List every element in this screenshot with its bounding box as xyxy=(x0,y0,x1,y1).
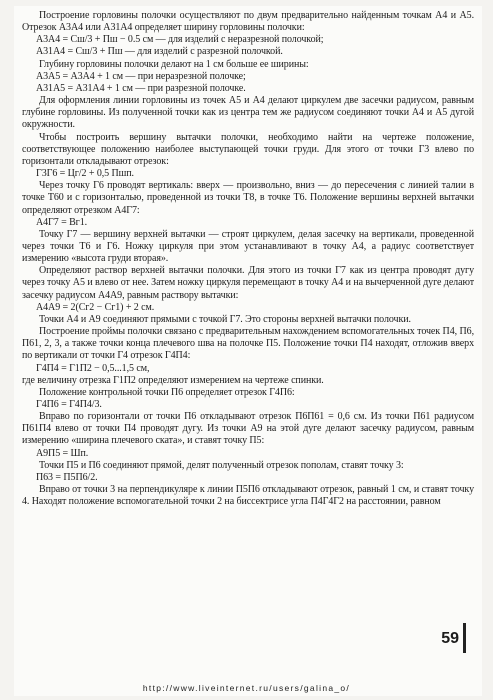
formula: П63 = П5П6/2. xyxy=(36,471,98,483)
paragraph: Глубину горловины полочки делают на 1 см больше ее ширины: xyxy=(39,58,309,70)
formula: А3А5 = А3А4 + 1 см — при неразрезной полочке; xyxy=(36,70,246,82)
formula: А31А4 = Сш/3 + Пш — для изделий с разрезной полочкой. xyxy=(36,46,283,58)
book-page xyxy=(14,6,482,696)
formula: А31А5 = А31А4 + 1 см — при разрезной полочке. xyxy=(36,82,246,94)
paragraph: Через точку Г6 проводят вертикаль: вверх — произвольно, вниз — до пересечения с линией талии в точке Т60 и с горизонталью, проведенной из точки Т8, в точке Т6. Положение вершины верхней вытачки определяют отрезком А4Г7: xyxy=(22,180,474,216)
formula: Г3Г6 = Цг/2 + 0,5 Пшп. xyxy=(36,168,134,180)
paragraph: Определяют раствор верхней вытачки полочки. Для этого из точки Г7 как из центра проводят дугу через точку А5 и влево от нее. Затем ножку циркуля перемещают в точку А4 и на вычерченной дуге делают засечку радиусом А4А9, равным раствору вытачки: xyxy=(22,265,474,301)
paragraph: Точки А4 и А9 соединяют прямыми с точкой Г7. Это стороны верхней вытачки полочки. xyxy=(39,313,411,325)
paragraph: Чтобы построить вершину вытачки полочки, необходимо найти на чертеже положение, соответствующее положению наиболее выступающей точки груди. Для этого от точки Г3 влево по горизонтали откладывают отрезок: xyxy=(22,131,474,167)
page-text xyxy=(22,10,474,508)
paragraph: Точку Г7 — вершину верхней вытачки — строят циркулем, делая засечку на вертикали, проведенной через точки Т6 и Г6. Ножку циркуля при этом устанавливают в точку А4, а радиус соответствует измерению «высота груди вторая». xyxy=(22,228,474,265)
formula: А4А9 = 2(Сг2 − Сг1) + 2 см. xyxy=(36,301,155,313)
page-number: 59 xyxy=(441,630,459,647)
paragraph: Вправо от точки 3 на перпендикуляре к линии П5П6 откладывают отрезок, равный 1 см, и ставят точку 4. Находят положение вспомогательной точки 2 на биссектрисе угла П4Г4Г2 на расстоянии, равном xyxy=(22,484,474,508)
paragraph: Построение горловины полочки осуществляют по двум предварительно найденным точкам А4 и А5. Отрезок А3А4 или А31А4 определяет ширину горловины полочки: xyxy=(22,10,474,34)
paragraph: Построение проймы полочки связано с предварительным нахождением вспомогательных точек П4, П6, П61, 2, 3, а также точки конца плечевого шва на полочке П5. Положение точки П4 находят, отложив вверх по вертикали от точки Г4 отрезок Г4П4: xyxy=(22,326,474,362)
formula: А9П5 = Шп. xyxy=(36,447,89,459)
page-number-rule xyxy=(463,623,466,653)
paragraph: Для оформления линии горловины из точек А5 и А4 делают циркулем две засечки радиусом, равным глубине горловины. Из полученной точки как из центра тем же радиусом соединяют точки А4 и А5 дугой окружности. xyxy=(22,95,474,131)
formula: А4Г7 = Вг1. xyxy=(36,216,88,228)
footer-url: http://www.liveinternet.ru/users/galina_o/ xyxy=(142,683,351,693)
paragraph: где величину отрезка Г1П2 определяют измерением на чертеже спинки. xyxy=(22,374,324,386)
paragraph: Вправо по горизонтали от точки П6 откладывают отрезок П6П61 = 0,6 см. Из точки П61 радиусом П61П4 влево от точки П4 проводят дугу. Из точки А9 на этой дуге делают засечку радиусом, равным измерению «ширина плечевого ската», и ставят точку П5: xyxy=(22,411,474,447)
paragraph: Положение контрольной точки П6 определяет отрезок Г4П6: xyxy=(39,386,295,398)
formula: Г4П4 = Г1П2 − 0,5...1,5 см, xyxy=(36,362,150,374)
formula: Г4П6 = Г4П4/3. xyxy=(36,399,102,410)
paragraph: Точки П5 и П6 соединяют прямой, делят полученный отрезок пополам, ставят точку 3: xyxy=(39,459,404,471)
formula: А3А4 = Сш/3 + Пш − 0.5 см — для изделий с неразрезной полочкой; xyxy=(36,34,324,46)
